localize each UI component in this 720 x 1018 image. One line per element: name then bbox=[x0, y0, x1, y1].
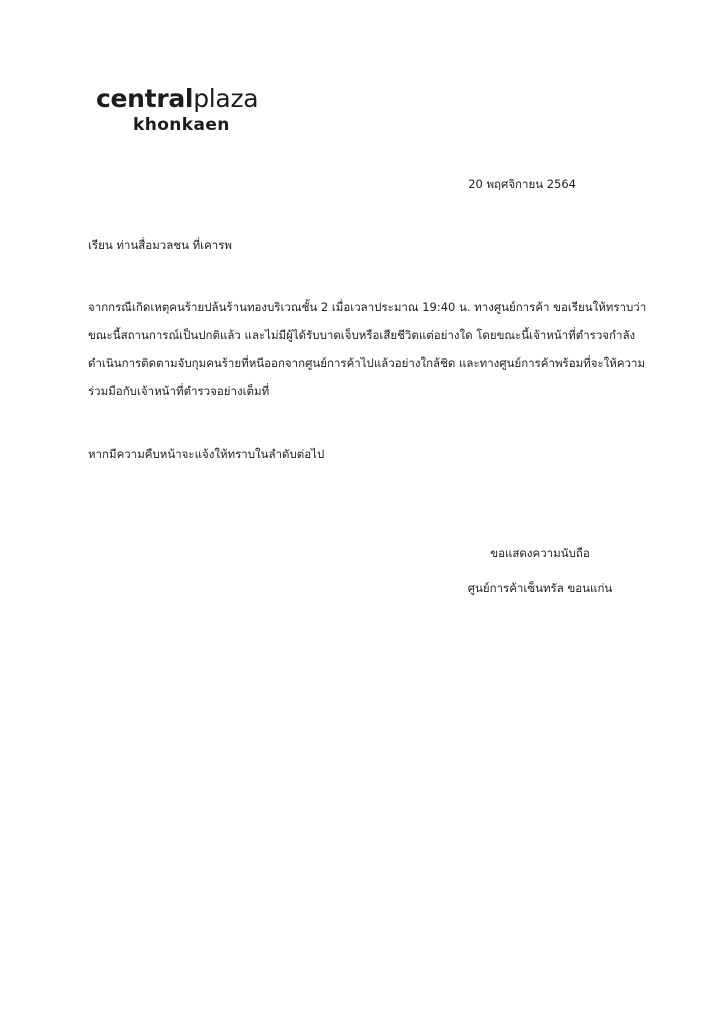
salutation: เรียน ท่านสื่อมวลชน ที่เคารพ bbox=[88, 238, 233, 252]
closing-phrase: ขอแสดงความนับถือ bbox=[490, 546, 590, 560]
body-paragraph bbox=[88, 293, 647, 405]
body-line: ร่วมมือกับเจ้าหน้าที่ตำรวจอย่างเต็มที่ bbox=[88, 384, 270, 398]
logo-brand-light: plaza bbox=[193, 84, 259, 113]
logo-branch-text: khonkaen bbox=[133, 115, 230, 135]
logo-brand-text bbox=[96, 84, 258, 114]
body-line: จากกรณีเกิดเหตุคนร้ายปล้นร้านทองบริเวณชั้น 2 เมื่อเวลาประมาณ 19:40 น. ทางศูนย์การค้า ขอเรียนให้ทราบว่า bbox=[88, 300, 647, 314]
central-plaza-logo bbox=[96, 84, 276, 140]
signature-org: ศูนย์การค้าเซ็นทรัล ขอนแก่น bbox=[467, 581, 613, 595]
letter-date: 20 พฤศจิกายน 2564 bbox=[468, 177, 576, 191]
body-line: ขณะนี้สถานการณ์เป็นปกติแล้ว และไม่มีผู้ได้รับบาดเจ็บหรือเสียชีวิตแต่อย่างใด โดยขณะนี้เจ้าหน้าที่ตำรวจกำลัง bbox=[88, 328, 636, 342]
progress-note: หากมีความคืบหน้าจะแจ้งให้ทราบในลำดับต่อไป bbox=[88, 447, 325, 461]
body-line: ดำเนินการติดตามจับกุมคนร้ายที่หนีออกจากศูนย์การค้าไปแล้วอย่างใกล้ชิด และทางศูนย์การค้าพร้อมที่จะให้ความ bbox=[88, 356, 646, 370]
logo-brand-bold: central bbox=[96, 84, 194, 113]
